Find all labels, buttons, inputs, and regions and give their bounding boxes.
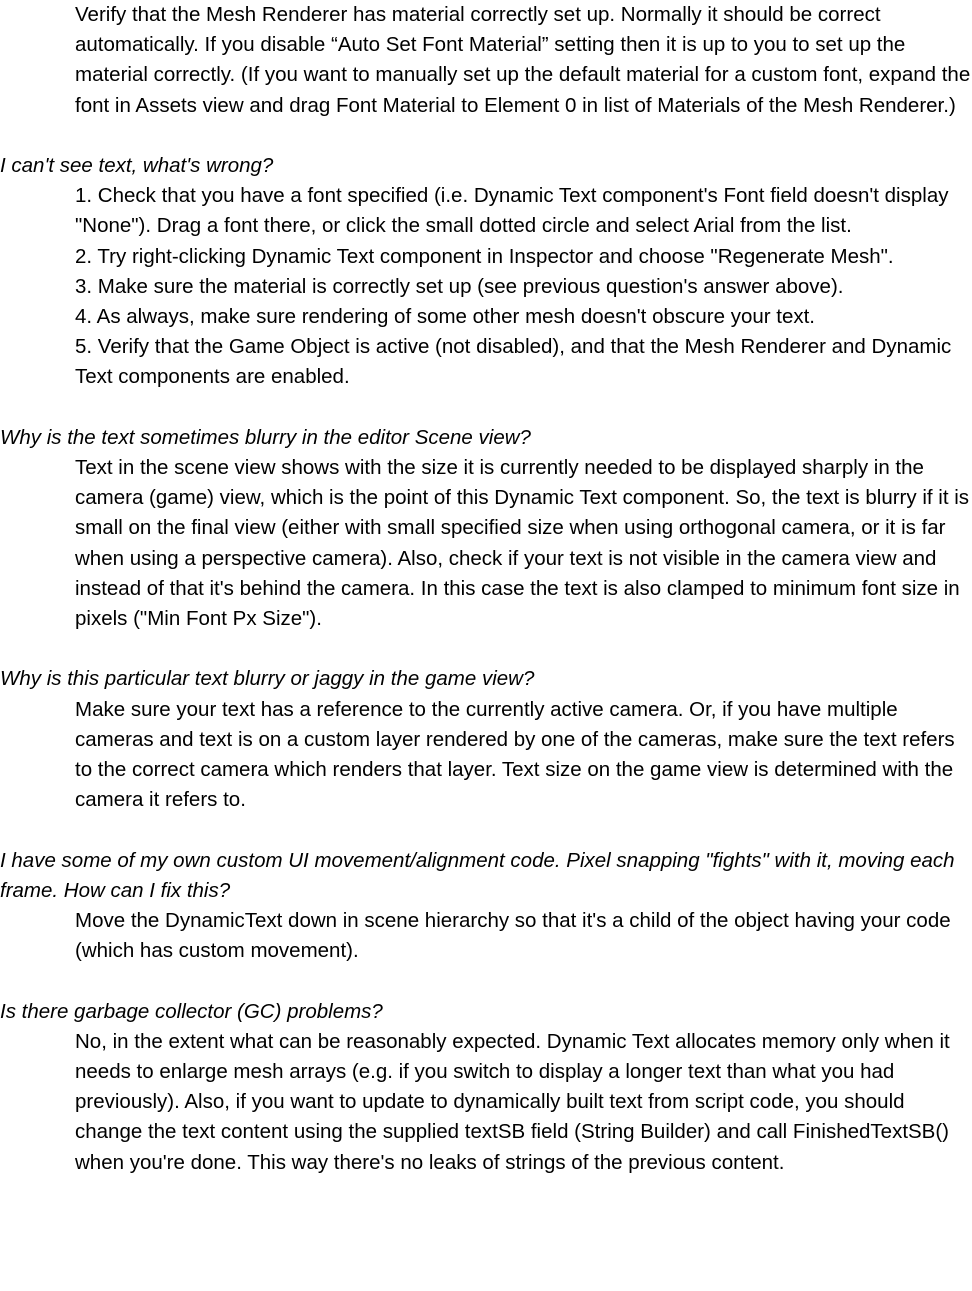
faq-question-garbage-collector: Is there garbage collector (GC) problems? — [0, 999, 383, 1023]
faq-question-blurry-game-view: Why is this particular text blurry or jaggy in the game view? — [0, 667, 535, 691]
faq-answer-line: 4. As always, make sure rendering of some other mesh doesn't obscure your text. — [75, 305, 816, 329]
faq-question-blurry-scene-view: Why is the text sometimes blurry in the editor Scene view? — [0, 425, 531, 449]
faq-answer-line: 5. Verify that the Game Object is active (not disabled), and that the Mesh Renderer and Dynamic Text components are enabled. — [75, 335, 952, 389]
faq-answer-garbage-collector — [75, 1027, 972, 1178]
section-gap — [0, 634, 972, 664]
faq-answer-line: Text in the scene view shows with the size it is currently needed to be displayed sharply in the camera (game) view, which is the point of this Dynamic Text component. So, the text is blurry if it is small on the final view (either with small specified size when using orthogonal camera, or it is far when using a perspective camera). Also, check if your text is not visible in the camera view and instead of that it's behind the camera. In this case the text is also clamped to minimum font size in pixels ("Min Font Px Size"). — [75, 456, 970, 631]
faq-answer-line: Make sure your text has a reference to the currently active camera. Or, if you have multiple cameras and text is on a custom layer rendered by one of the cameras, make sure the text refers to the correct camera which renders that layer. Text size on the game view is determined with the camera it refers to. — [75, 697, 955, 812]
faq-answer-cant-see-text — [75, 181, 972, 392]
intro-answer — [75, 0, 972, 121]
faq-answer-blurry-scene-view — [75, 453, 972, 634]
intro-answer-paragraph: Verify that the Mesh Renderer has material correctly set up. Normally it should be correct automatically. If you disable “Auto Set Font Material” setting then it is up to you to set up the material correctly. (If you want to manually set up the default material for a custom font, expand the font in Assets view and drag Font Material to Element 0 in list of Materials of the Mesh Renderer.) — [75, 3, 971, 117]
faq-answer-pixel-snapping — [75, 906, 972, 966]
section-gap — [0, 815, 972, 845]
faq-answer-line: 1. Check that you have a font specified (i.e. Dynamic Text component's Font field doesn't display "None"). Drag a font there, or click the small dotted circle and select Arial from the list. — [75, 184, 949, 238]
section-gap — [0, 966, 972, 996]
faq-answer-line: Move the DynamicText down in scene hierarchy so that it's a child of the object having your code (which has custom movement). — [75, 909, 951, 963]
section-gap — [0, 121, 972, 151]
faq-question-cant-see-text: I can't see text, what's wrong? — [0, 154, 274, 177]
faq-answer-line: 2. Try right-clicking Dynamic Text component in Inspector and choose "Regenerate Mesh". — [75, 244, 894, 268]
faq-answer-line: 3. Make sure the material is correctly set up (see previous question's answer above). — [75, 274, 844, 298]
faq-answer-blurry-game-view — [75, 695, 972, 816]
section-gap — [0, 393, 972, 423]
faq-answer-line: No, in the extent what can be reasonably expected. Dynamic Text allocates memory only when it needs to enlarge mesh arrays (e.g. if you switch to display a longer text than what you had previously). Also, if you want to update to dynamically built text from script code, you should change the text content using the supplied textSB field (String Builder) and call FinishedTextSB() when you're done. This way there's no leaks of strings of the previous content. — [75, 1029, 950, 1174]
faq-question-pixel-snapping: I have some of my own custom UI movement/alignment code. Pixel snapping "fights" with it, moving each frame. How can I fix this? — [0, 848, 955, 902]
